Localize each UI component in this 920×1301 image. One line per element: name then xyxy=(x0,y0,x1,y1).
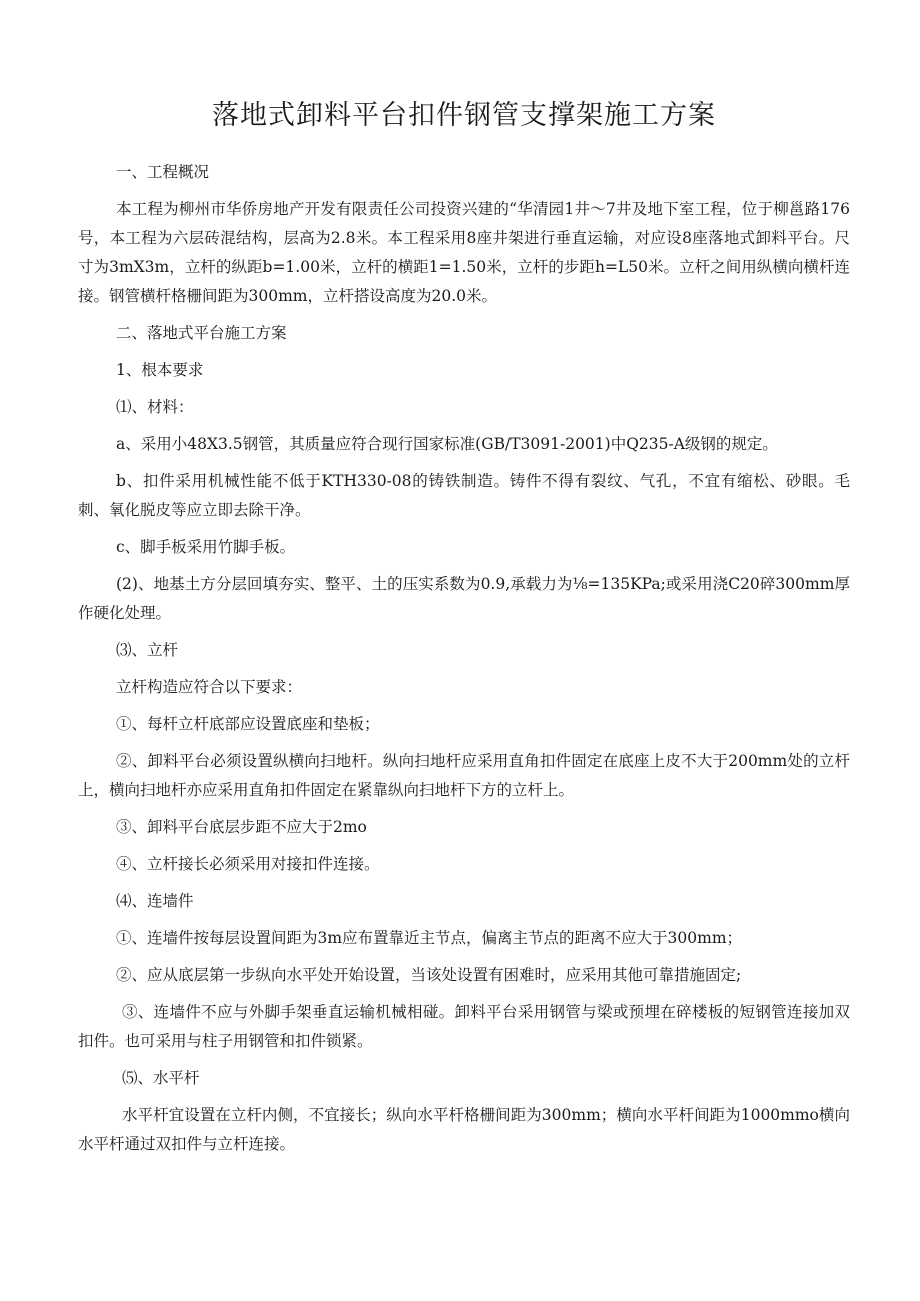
pole-requirements-intro: 立杆构造应符合以下要求： xyxy=(116,678,303,696)
pole-requirement-1: ①、每杆立杆底部应设置底座和垫板； xyxy=(116,715,380,733)
wall-tie-requirement-1: ①、连墙件按每层设置间距为3m应布置靠近主节点，偏离主节点的距离不应大于300mm； xyxy=(116,929,743,947)
section-heading-overview: 一、工程概况 xyxy=(116,163,210,181)
section-heading-plan: 二、落地式平台施工方案 xyxy=(116,324,287,342)
item-wall-ties: ⑷、连墙件 xyxy=(116,892,194,910)
wall-tie-requirement-2: ②、应从底层第一步纵向水平处开始设置，当该处设置有困难时，应采用其他可靠措施固定; xyxy=(116,966,742,984)
subsection-basic-requirements: 1、根本要求 xyxy=(116,361,204,379)
item-scaffold-board: c、脚手板采用竹脚手板。 xyxy=(116,538,296,556)
item-foundation: (2)、地基土方分层回填夯实、整平、土的压实系数为0.9,承载力为⅛=135KPa;或采用浇C20碎300mm厚作硬化处理。 xyxy=(78,575,850,622)
item-materials: ⑴、材料： xyxy=(116,398,194,416)
pole-requirement-3: ③、卸料平台底层步距不应大于2mo xyxy=(116,818,367,836)
pole-requirement-2: ②、卸料平台必须设置纵横向扫地杆。纵向扫地杆应采用直角扣件固定在底座上皮不大于200mm处的立杆上，横向扫地杆亦应采用直角扣件固定在紧靠纵向扫地杆下方的立杆上。 xyxy=(78,752,850,799)
wall-tie-requirement-3: ③、连墙件不应与外脚手架垂直运输机械相碰。卸料平台采用钢管与梁或预埋在碎楼板的短钢管连接加双扣件。也可采用与柱子用钢管和扣件锁紧。 xyxy=(78,1003,850,1050)
overview-paragraph: 本工程为柳州市华侨房地产开发有限责任公司投资兴建的“华清园1井～7井及地下室工程，位于柳邕路176号，本工程为六层砖混结构，层高为2.8米。本工程采用8座井架进行垂直运输，对应设8座落地式卸料平台。尺寸为3mX3m，立杆的纵距b=1.00米，立杆的横距1=1.50米，立杆的步距h=L50米。立杆之间用纵横向横杆连接。钢管横杆格栅间距为300mm，立杆搭设高度为20.0米。 xyxy=(78,200,850,305)
item-horizontal-bar: ⑸、水平杆 xyxy=(122,1069,200,1087)
item-vertical-pole: ⑶、立杆 xyxy=(116,641,179,659)
pole-requirement-4: ④、立杆接长必须采用对接扣件连接。 xyxy=(116,855,380,873)
document-title: 落地式卸料平台扣件钢管支撑架施工方案 xyxy=(212,100,716,131)
horizontal-bar-paragraph: 水平杆宜设置在立杆内侧，不宜接长；纵向水平杆格栅间距为300mm；横向水平杆间距为1000mmo横向水平杆通过双扣件与立杆连接。 xyxy=(78,1106,850,1153)
item-fasteners: b、扣件采用机械性能不低于KTH330-08的铸铁制造。铸件不得有裂纹、气孔，不宜有缩松、砂眼。毛刺、氧化脱皮等应立即去除干净。 xyxy=(78,472,850,519)
item-steel-pipe: a、采用小48X3.5钢管，其质量应符合现行国家标准(GB/T3091-2001)中Q235-A级钢的规定。 xyxy=(116,435,778,453)
